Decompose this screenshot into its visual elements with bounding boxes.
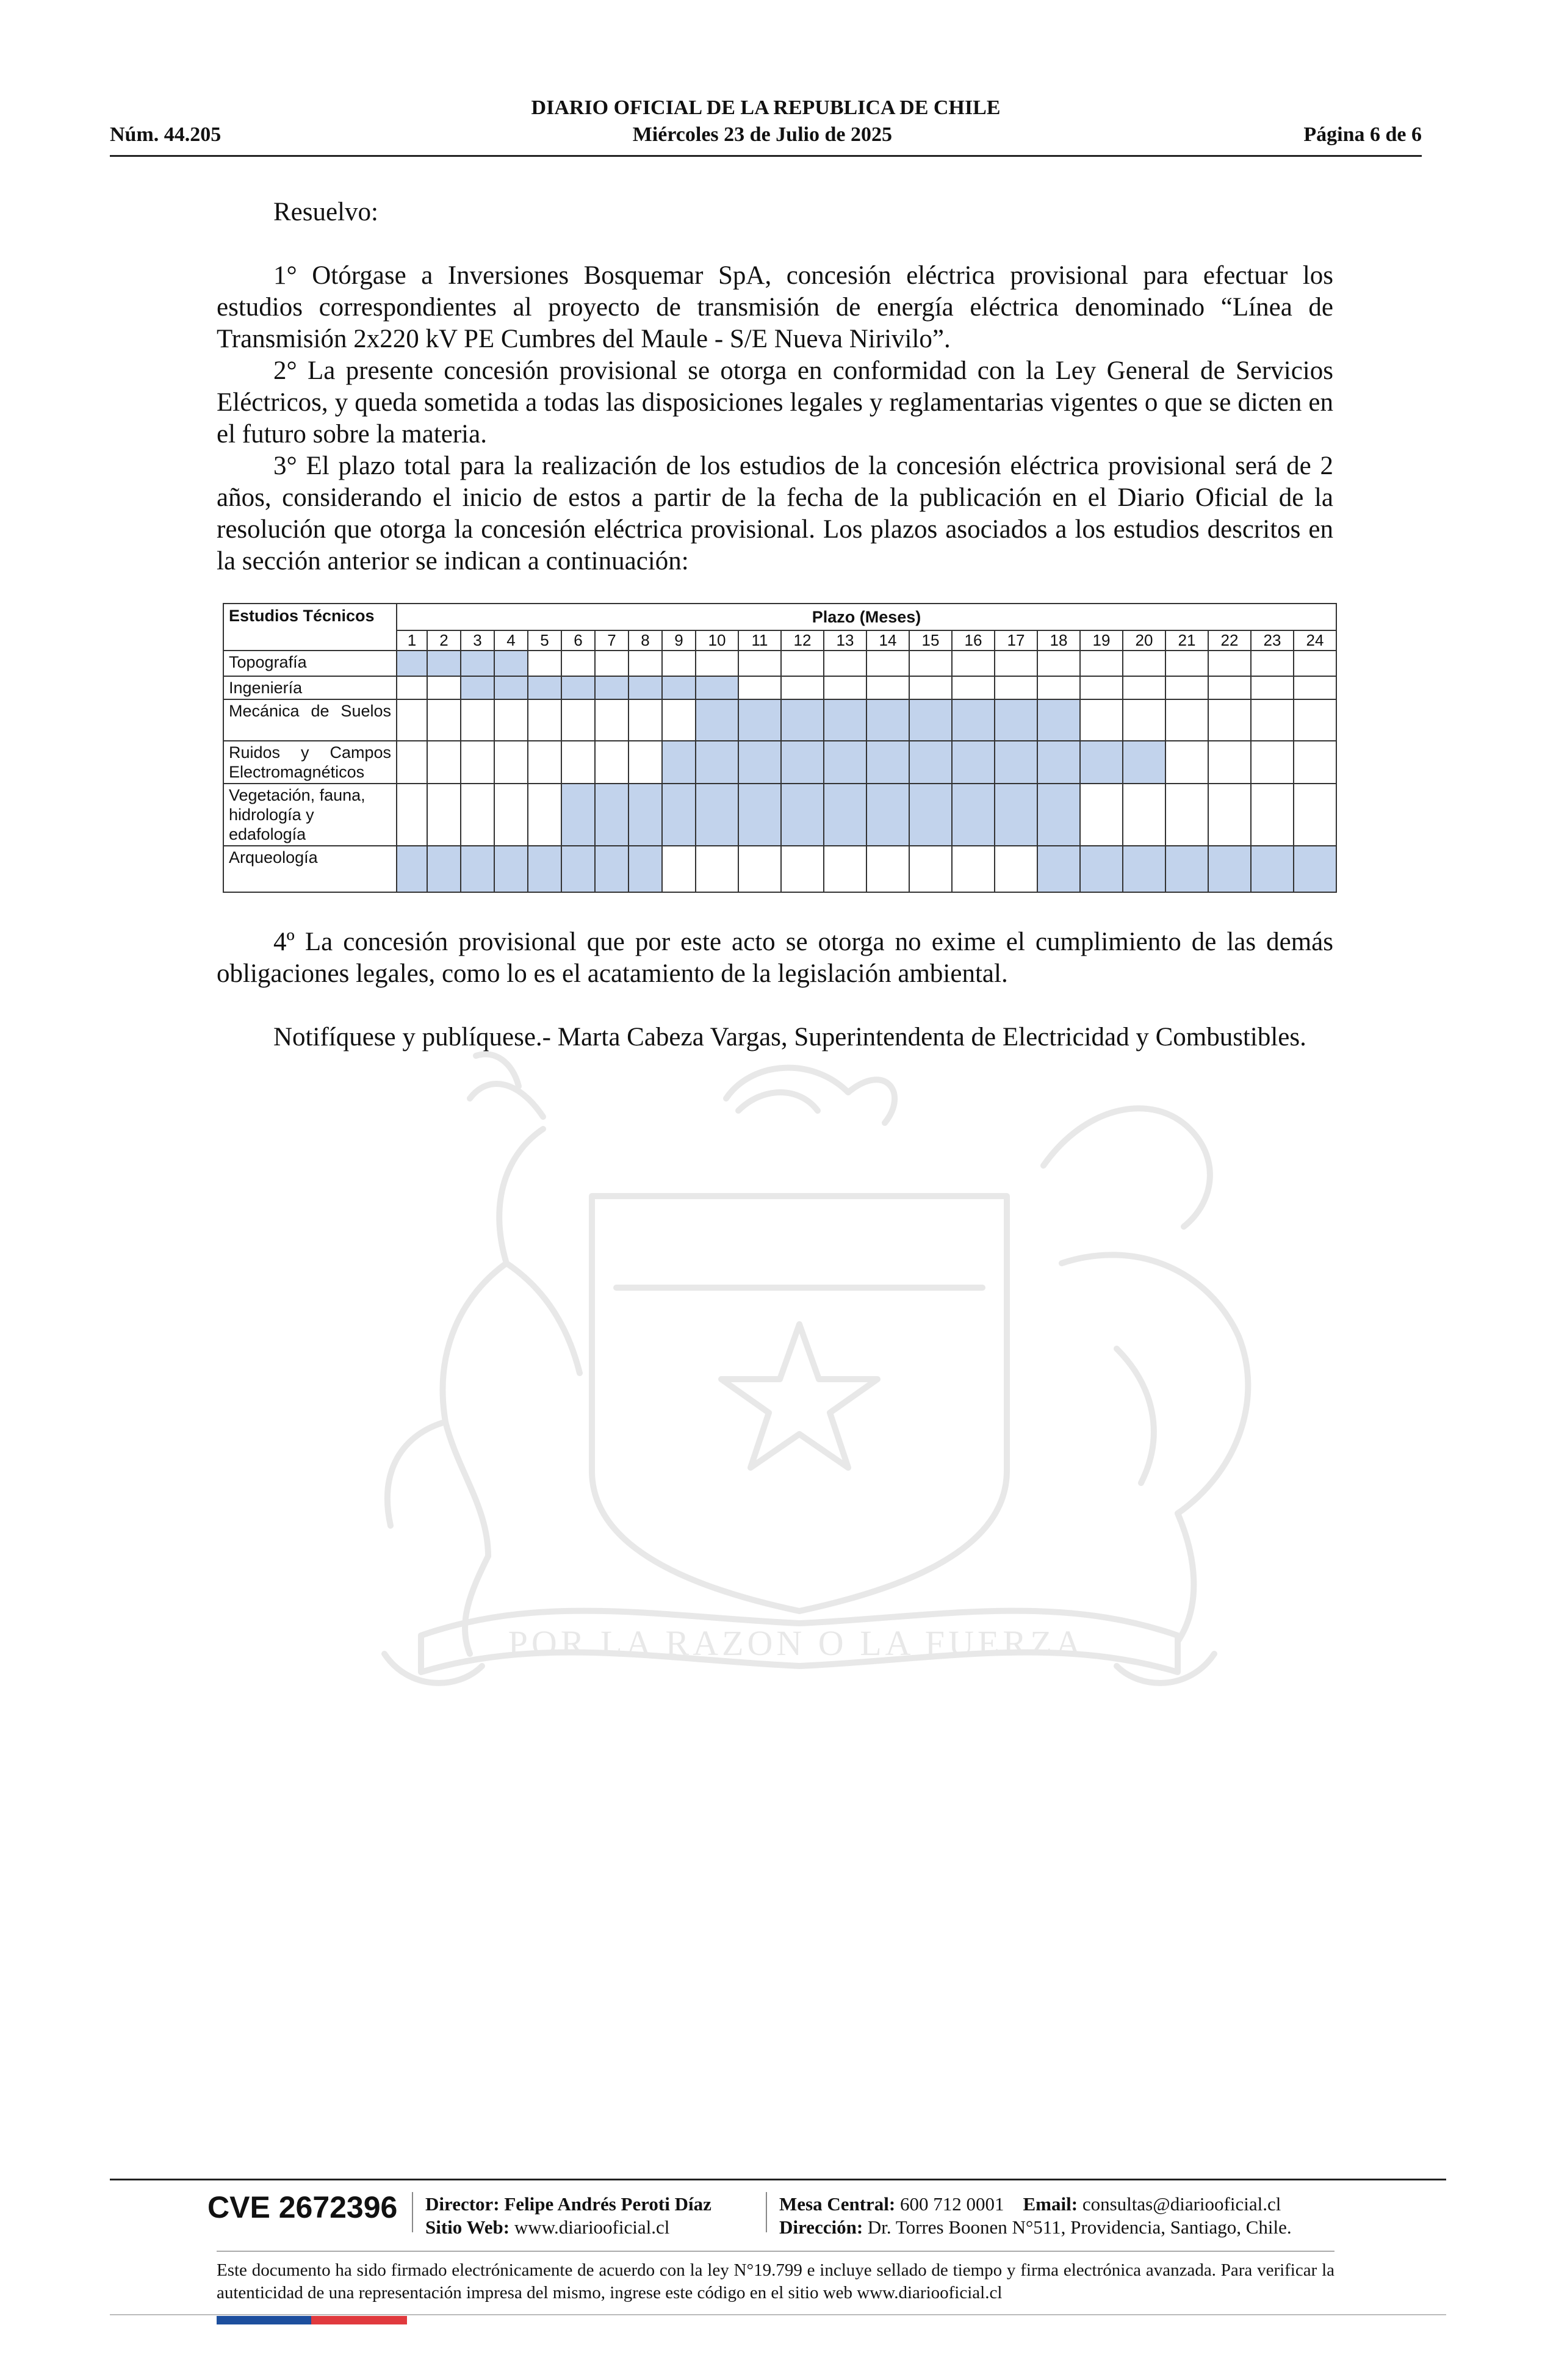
schedule-cell (696, 651, 738, 676)
director-label: Director: (425, 2193, 500, 2215)
month-header: 19 (1080, 630, 1123, 651)
month-header: 21 (1165, 630, 1208, 651)
schedule-cell-active (1123, 741, 1165, 784)
schedule-cell (824, 651, 866, 676)
schedule-cell-active (1080, 846, 1123, 892)
schedule-cell-active (494, 676, 528, 699)
footer-divider-bottom (110, 2314, 1446, 2315)
month-header: 6 (561, 630, 595, 651)
schedule-cell-active (595, 846, 629, 892)
schedule-cell (494, 784, 528, 846)
month-header: 14 (866, 630, 909, 651)
month-header: 13 (824, 630, 866, 651)
schedule-cell (528, 784, 561, 846)
schedule-cell-active (528, 846, 561, 892)
address-value: Dr. Torres Boonen N°511, Providencia, Santiago, Chile. (867, 2216, 1292, 2238)
schedule-cell-active (494, 846, 528, 892)
schedule-cell-active (781, 699, 824, 741)
schedule-cell (1294, 699, 1336, 741)
study-label: Mecánica de Suelos (223, 699, 397, 741)
schedule-cell (1208, 699, 1251, 741)
month-header: 8 (629, 630, 662, 651)
schedule-cell-active (561, 784, 595, 846)
schedule-cell (1165, 741, 1208, 784)
schedule-cell (738, 676, 781, 699)
schedule-cell (1080, 676, 1123, 699)
month-header: 22 (1208, 630, 1251, 651)
schedule-cell (397, 699, 427, 741)
issue-number: Núm. 44.205 (110, 123, 222, 146)
schedule-cell-active (629, 846, 662, 892)
motto-text: POR LA RAZON O LA FUERZA (508, 1623, 1085, 1663)
schedule-cell (995, 846, 1037, 892)
schedule-cell-active (866, 699, 909, 741)
schedule-cell-active (738, 741, 781, 784)
phone-value: 600 712 0001 (900, 2193, 1004, 2215)
study-row (223, 676, 1336, 699)
month-header: 24 (1294, 630, 1336, 651)
schedule-cell (909, 651, 952, 676)
schedule-cell (528, 741, 561, 784)
cve-code: CVE 2672396 (207, 2190, 398, 2224)
footer-divider-top (110, 2179, 1446, 2180)
schedule-cell-active (461, 846, 494, 892)
schedule-cell-active (397, 846, 427, 892)
schedule-cell (1294, 676, 1336, 699)
schedule-cell (494, 741, 528, 784)
schedule-cell (1294, 784, 1336, 846)
flag-stripe-blue (217, 2316, 311, 2324)
schedule-cell-active (952, 784, 995, 846)
schedule-cell-active (952, 699, 995, 741)
paragraph-4: 4º La concesión provisional que por este acto se otorga no exime el cumplimiento de las demás obligaciones legales, como lo es el acatamiento de la legislación ambiental. (217, 928, 1333, 988)
schedule-cell-active (781, 784, 824, 846)
schedule-cell-active (1037, 741, 1080, 784)
schedule-cell-active (561, 846, 595, 892)
footer-divider-mid (217, 2251, 1334, 2252)
study-label: Vegetación, fauna, hidrología y edafología (223, 784, 397, 846)
schedule-cell (781, 651, 824, 676)
web-link[interactable]: www.diariooficial.cl (514, 2216, 670, 2238)
schedule-cell-active (1080, 741, 1123, 784)
email-link[interactable]: consultas@diariooficial.cl (1082, 2193, 1281, 2215)
web-label: Sitio Web: (425, 2216, 510, 2238)
study-row (223, 784, 1336, 846)
study-row (223, 699, 1336, 741)
schedule-cell (461, 741, 494, 784)
schedule-cell (461, 699, 494, 741)
study-row (223, 846, 1336, 892)
schedule-cell-active (696, 784, 738, 846)
footer-contact-block (779, 2193, 1292, 2239)
schedule-cell (397, 676, 427, 699)
schedule-cell (662, 846, 696, 892)
schedule-cell (1251, 784, 1294, 846)
schedule-cell (1251, 741, 1294, 784)
schedule-cell-active (494, 651, 528, 676)
schedule-cell (629, 651, 662, 676)
schedule-cell-active (909, 699, 952, 741)
month-header: 7 (595, 630, 629, 651)
schedule-cell (595, 651, 629, 676)
schedule-cell-active (995, 741, 1037, 784)
schedule-cell (866, 676, 909, 699)
schedule-cell (909, 846, 952, 892)
schedule-cell (824, 676, 866, 699)
schedule-cell (1208, 676, 1251, 699)
schedule-cell (561, 699, 595, 741)
schedule-cell (1208, 741, 1251, 784)
schedule-cell-active (1037, 846, 1080, 892)
month-header: 10 (696, 630, 738, 651)
email-label: Email: (1023, 2193, 1078, 2215)
schedule-cell-active (696, 699, 738, 741)
month-header: 11 (738, 630, 781, 651)
schedule-cell-active (738, 699, 781, 741)
study-label: Ingeniería (223, 676, 397, 699)
schedule-cell (952, 846, 995, 892)
address-label: Dirección: (779, 2216, 863, 2238)
schedule-cell (866, 651, 909, 676)
schedule-cell (1165, 784, 1208, 846)
schedule-cell (738, 651, 781, 676)
month-header: 18 (1037, 630, 1080, 651)
schedule-cell (494, 699, 528, 741)
schedule-cell (1037, 676, 1080, 699)
schedule-cell (995, 676, 1037, 699)
page-indicator: Página 6 de 6 (1303, 123, 1422, 146)
month-header: 9 (662, 630, 696, 651)
director-name: Felipe Andrés Peroti Díaz (504, 2193, 711, 2215)
schedule-cell-active (595, 676, 629, 699)
footer-director-block (425, 2193, 711, 2239)
schedule-cell (629, 741, 662, 784)
schedule-cell-active (738, 784, 781, 846)
schedule-cell-active (1251, 846, 1294, 892)
schedule-cell-active (909, 784, 952, 846)
month-header: 17 (995, 630, 1037, 651)
schedule-cell-active (1294, 846, 1336, 892)
schedule-cell-active (1165, 846, 1208, 892)
schedule-cell-active (662, 676, 696, 699)
schedule-cell (1251, 651, 1294, 676)
publication-title: DIARIO OFICIAL DE LA REPUBLICA DE CHILE (531, 96, 1001, 119)
schedule-cell (1037, 651, 1080, 676)
schedule-cell (662, 699, 696, 741)
schedule-cell-active (629, 676, 662, 699)
schedule-cell-active (824, 784, 866, 846)
month-header: 3 (461, 630, 494, 651)
schedule-cell (781, 846, 824, 892)
schedule-cell (952, 676, 995, 699)
schedule-cell (1294, 741, 1336, 784)
footer-separator (766, 2192, 767, 2232)
schedule-cell (952, 651, 995, 676)
schedule-cell-active (427, 651, 461, 676)
schedule-cell (528, 699, 561, 741)
schedule-cell (528, 651, 561, 676)
schedule-cell-active (461, 676, 494, 699)
schedule-cell (866, 846, 909, 892)
schedule-cell-active (1037, 699, 1080, 741)
month-header: 4 (494, 630, 528, 651)
schedule-cell (824, 846, 866, 892)
flag-stripe-red (311, 2316, 407, 2324)
paragraph-5: Notifíquese y publíquese.- Marta Cabeza Vargas, Superintendenta de Electricidad y Combustibles. (273, 1023, 1306, 1051)
paragraph-2: 2° La presente concesión provisional se otorga en conformidad con la Ley General de Servicios Eléctricos, y queda sometida a todas las disposiciones legales y reglamentarias vigentes o que se dicten en el futuro sobre la materia. (217, 356, 1333, 449)
schedule-cell-active (528, 676, 561, 699)
schedule-cell-active (427, 846, 461, 892)
schedule-cell (1208, 784, 1251, 846)
schedule-cell-active (1037, 784, 1080, 846)
study-label: Topografía (223, 651, 397, 676)
schedule-cell-active (595, 784, 629, 846)
month-header: 2 (427, 630, 461, 651)
schedule-cell-active (629, 784, 662, 846)
schedule-cell (461, 784, 494, 846)
schedule-cell-active (561, 676, 595, 699)
paragraph-1: 1° Otórgase a Inversiones Bosquemar SpA, concesión eléctrica provisional para efectuar los estudios correspondientes al proyecto de transmisión de energía eléctrica denominado “Línea de Transmisión 2x220 kV PE Cumbres del Maule - S/E Nueva Nirivilo”. (217, 261, 1333, 353)
phone-label: Mesa Central: (779, 2193, 896, 2215)
month-header: 15 (909, 630, 952, 651)
month-header: 23 (1251, 630, 1294, 651)
schedule-cell (1165, 651, 1208, 676)
schedule-cell-active (824, 741, 866, 784)
schedule-cell (1294, 651, 1336, 676)
schedule-cell (1165, 676, 1208, 699)
month-header: 1 (397, 630, 427, 651)
schedule-cell (427, 676, 461, 699)
schedule-cell-active (866, 784, 909, 846)
schedule-cell (1080, 699, 1123, 741)
schedule-cell (1123, 699, 1165, 741)
schedule-cell-active (1123, 846, 1165, 892)
schedule-cell-active (461, 651, 494, 676)
header-divider (110, 155, 1422, 157)
schedule-cell-active (662, 784, 696, 846)
schedule-cell-active (662, 741, 696, 784)
schedule-cell-active (696, 741, 738, 784)
schedule-cell (595, 699, 629, 741)
schedule-cell (397, 741, 427, 784)
schedule-cell (1208, 651, 1251, 676)
schedule-cell-active (781, 741, 824, 784)
schedule-cell (397, 784, 427, 846)
study-row (223, 651, 1336, 676)
schedule-cell (738, 846, 781, 892)
schedule-cell (561, 651, 595, 676)
schedule-cell (1165, 699, 1208, 741)
paragraph-3: 3° El plazo total para la realización de los estudios de la concesión eléctrica provisional será de 2 años, considerando el inicio de estos a partir de la fecha de la publicación en el Diario Oficial de la resolución que otorga la concesión eléctrica provisional. Los plazos asociados a los estudios descritos en la sección anterior se indican a continuación: (217, 452, 1333, 575)
schedule-cell-active (866, 741, 909, 784)
schedule-cell (427, 699, 461, 741)
schedule-cell (1123, 784, 1165, 846)
study-row (223, 741, 1336, 784)
month-header: 16 (952, 630, 995, 651)
schedule-cell (995, 651, 1037, 676)
issue-date: Miércoles 23 de Julio de 2025 (632, 123, 892, 146)
schedule-cell-active (995, 699, 1037, 741)
schedule-cell-active (824, 699, 866, 741)
schedule-cell (1123, 676, 1165, 699)
schedule-cell-active (995, 784, 1037, 846)
study-column-header: Estudios Técnicos (223, 604, 397, 651)
schedule-cell (1080, 651, 1123, 676)
month-header: 12 (781, 630, 824, 651)
schedule-cell (1123, 651, 1165, 676)
schedule-cell (781, 676, 824, 699)
schedule-cell (629, 699, 662, 741)
plazo-header: Plazo (Meses) (397, 604, 1336, 630)
schedule-cell-active (952, 741, 995, 784)
study-label: Ruidos y Campos Electromagnéticos (223, 741, 397, 784)
schedule-cell (909, 676, 952, 699)
schedule-cell-active (1208, 846, 1251, 892)
schedule-cell (1251, 676, 1294, 699)
schedule-cell-active (696, 676, 738, 699)
schedule-cell (1251, 699, 1294, 741)
schedule-cell-active (397, 651, 427, 676)
schedule-cell (1080, 784, 1123, 846)
footer-separator (412, 2192, 413, 2232)
month-header: 20 (1123, 630, 1165, 651)
schedule-cell (662, 651, 696, 676)
schedule-cell-active (909, 741, 952, 784)
coat-of-arms-watermark (201, 1007, 1391, 1709)
schedule-cell (561, 741, 595, 784)
study-label: Arqueología (223, 846, 397, 892)
schedule-cell (696, 846, 738, 892)
resolve-heading: Resuelvo: (273, 198, 378, 226)
schedule-cell (427, 741, 461, 784)
schedule-cell (595, 741, 629, 784)
legal-notice: Este documento ha sido firmado electrónicamente de acuerdo con la ley N°19.799 e incluye sellado de tiempo y firma electrónica avanzada. Para verificar la autenticidad de una representación impresa del mismo, ingrese este código en el sitio web www.diariooficial.cl (217, 2260, 1334, 2302)
month-header: 5 (528, 630, 561, 651)
header-row (110, 123, 1422, 146)
schedule-cell (427, 784, 461, 846)
study-schedule-table (223, 603, 1337, 893)
